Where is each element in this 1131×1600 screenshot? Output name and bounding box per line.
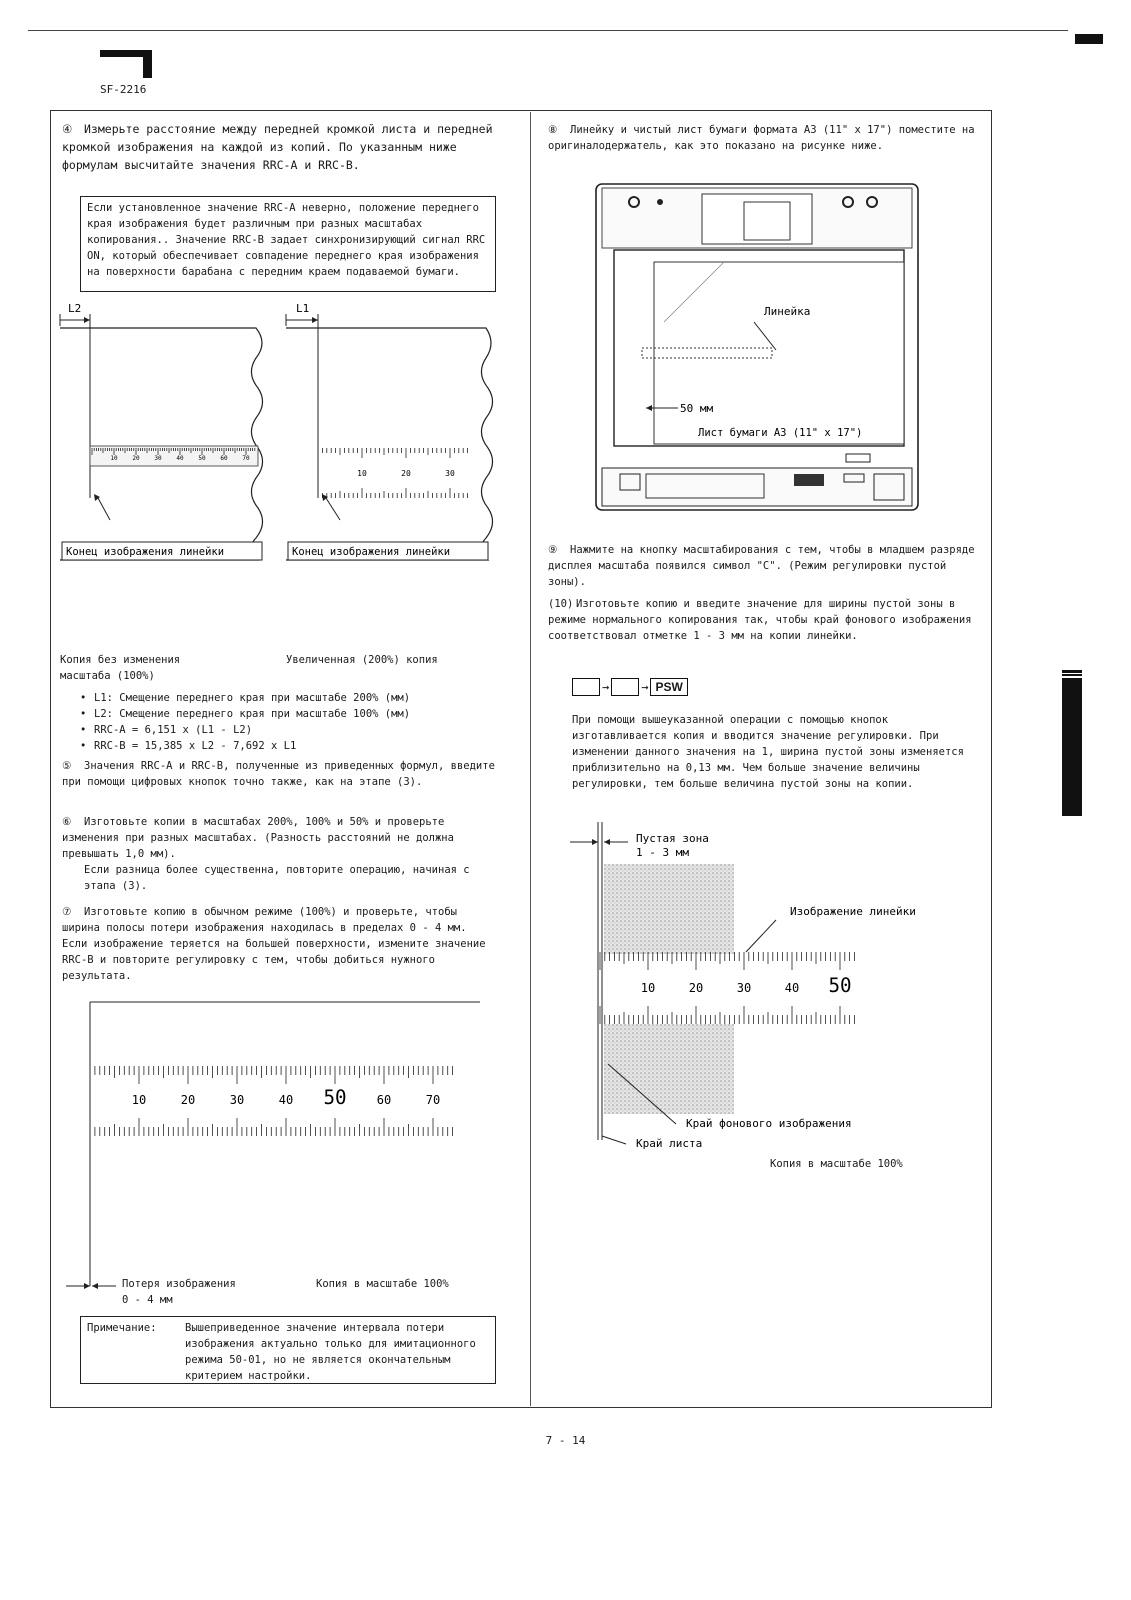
note-text: Вышеприведенное значение интервала потери изображения актуально только для имитационного режима 50-01, но не является окончательным критерием настройки.	[185, 1322, 476, 1382]
ruler-tick-label: 20	[180, 1093, 196, 1107]
ruler-image-label: Изображение линейки	[790, 905, 916, 918]
right-panel	[286, 302, 493, 560]
model-number: SF-2216	[100, 83, 147, 96]
corner-mark	[1075, 34, 1103, 44]
ruler-tick-label: 20	[688, 981, 704, 995]
copy-key[interactable]	[611, 678, 639, 696]
ruler-label: Линейка	[764, 305, 811, 318]
ruler-tick-label: 70	[425, 1093, 441, 1107]
image-loss-figure	[60, 996, 500, 1298]
ruler-tick-label: 40	[278, 1093, 294, 1107]
bg-edge-label: Край фонового изображения	[686, 1117, 852, 1130]
step-10: (10) Изготовьте копию и введите значение для ширины пустой зоны в режиме нормального копирования так, чтобы край фонового изображения соответствовал отметке 1 - 3 мм на копии линейки.	[548, 598, 972, 642]
ruler-tick-label: 20	[132, 455, 140, 462]
ruler-tick-label: 30	[154, 455, 162, 462]
ruler-tick-label: 50	[828, 974, 852, 997]
bullet-rrc-a: • RRC-A = 6,151 x (L1 - L2)	[80, 722, 500, 738]
ruler-tick-label: 40	[784, 981, 800, 995]
sheet-label: Лист бумаги A3 (11" x 17")	[698, 427, 863, 439]
page-number: 7 - 14	[545, 1434, 586, 1447]
zone-label: Пустая зона	[636, 832, 709, 845]
distance-label: 50 мм	[680, 402, 714, 415]
arrow-icon: →	[641, 679, 649, 694]
ruler-tick-label: 30	[736, 981, 752, 995]
top-rule	[28, 30, 1068, 31]
sheet-edge-label: Край листа	[636, 1137, 703, 1150]
bullet-l2: • L2: Смещение переднего края при масштабе 100% (мм)	[80, 706, 500, 722]
ruler-tick-label: 10	[357, 469, 367, 478]
ruler-tick-label: 40	[176, 455, 184, 462]
step-4-note-box: Если установленное значение RRC-A неверно, положение переднего края изображения будет различным при разных масштабах копирования.. Значение RRC-B задает синхронизирующий сигнал RRC ON, который обеспечивает совпадение переднего края изображения на поверхности барабана с передним краем подаваемой бумаги.	[80, 196, 496, 292]
formula-list	[80, 690, 500, 754]
step-5: ⑤ Значения RRC-A и RRC-B, полученные из приведенных формул, введите при помощи цифровых кнопок точно также, как на этапе (3).	[62, 760, 495, 788]
ruler-tick-label: 30	[229, 1093, 245, 1107]
void-zone-figure	[564, 820, 984, 1160]
section-tab-marker	[1062, 678, 1082, 816]
note-label: Примечание:	[87, 1322, 157, 1334]
right-ruler-ticks	[318, 448, 468, 498]
loss-caption: Копия в масштабе 100%	[316, 1278, 449, 1290]
left-panel	[60, 302, 263, 560]
ruler-tick-label: 70	[242, 455, 250, 462]
ruler-tick-label: 50	[198, 455, 206, 462]
step-7: ⑦ Изготовьте копию в обычном режиме (100%) и проверьте, чтобы ширина полосы потери изображения находилась в пределах 0 - 4 мм. Если изображение теряется на большей поверхности, измените значение RRC-B и повторите регулировку с тем, чтобы добиться нужного результата.	[62, 906, 486, 982]
ruler-tick-label: 10	[640, 981, 656, 995]
left-caption: Копия без изменения масштаба (100%)	[60, 654, 181, 682]
note-box	[80, 1316, 496, 1384]
arrow-icon: →	[602, 679, 610, 694]
paragraph-after: При помощи вышеуказанной операции с помощью кнопок изготавливается копия и вводится значение регулировки. При изменении данного значения на 1, ширина пустой зоны изменяется приблизительно на 0,13 мм. Чем больше значение величины регулировки, тем больше величина пустой зоны на копии.	[572, 714, 964, 790]
l1-marker: L1	[296, 302, 310, 315]
ruler-tick-label: 20	[401, 469, 411, 478]
l2-marker: L2	[68, 302, 82, 315]
ruler-tick-label: 60	[220, 455, 228, 462]
right-end-label: Конец изображения линейки	[292, 546, 451, 558]
copier-platen-figure	[594, 182, 920, 512]
ruler-tick-label: 50	[323, 1086, 347, 1109]
step-4: ④ Измерьте расстояние между передней кромкой листа и передней кромкой изображения на каждой из копий. По указанным ниже формулам высчитайте значения RRC-A и RRC-B.	[62, 122, 493, 172]
bullet-rrc-b: • RRC-B = 15,385 x L2 - 7,692 x L1	[80, 738, 500, 754]
step-8: ⑧ Линейку и чистый лист бумаги формата A3 (11" x 17") поместите на оригиналодержатель, как это показано на рисунке ниже.	[548, 124, 975, 152]
step-6: ⑥ Изготовьте копии в масштабах 200%, 100% и 50% и проверьте изменения при разных масштабах. (Разность расстояний не должна превышать 1,0 мм). Если разница более существенна, повторите операцию, начиная с этапа (3).	[62, 816, 470, 892]
void-caption: Копия в масштабе 100%	[770, 1158, 903, 1170]
ruler-tick-label: 10	[110, 455, 118, 462]
psw-key[interactable]: PSW	[650, 678, 687, 696]
ruler-tick-label: 60	[376, 1093, 392, 1107]
loss-label: Потеря изображения 0 - 4 мм	[122, 1278, 236, 1306]
right-caption: Увеличенная (200%) копия	[286, 654, 438, 666]
zoom-key[interactable]	[572, 678, 600, 696]
brand-logo	[100, 50, 152, 78]
ruler-tick-label: 10	[131, 1093, 147, 1107]
left-end-label: Конец изображения линейки	[66, 546, 225, 558]
void-ruler-ticks	[600, 952, 854, 1024]
ruler-comparison-figure	[56, 298, 496, 660]
ruler-tick-label: 30	[445, 469, 455, 478]
bullet-l1: • L1: Смещение переднего края при масштабе 200% (мм)	[80, 690, 500, 706]
key-sequence	[572, 676, 688, 696]
step-9: ⑨ Нажмите на кнопку масштабирования с тем, чтобы в младшем разряде дисплея масштаба появился символ "C". (Режим регулировки пустой зоны).	[548, 544, 975, 588]
zone-range: 1 - 3 мм	[636, 846, 689, 859]
column-divider	[530, 112, 531, 1406]
loss-ruler-ticks	[90, 1066, 453, 1136]
